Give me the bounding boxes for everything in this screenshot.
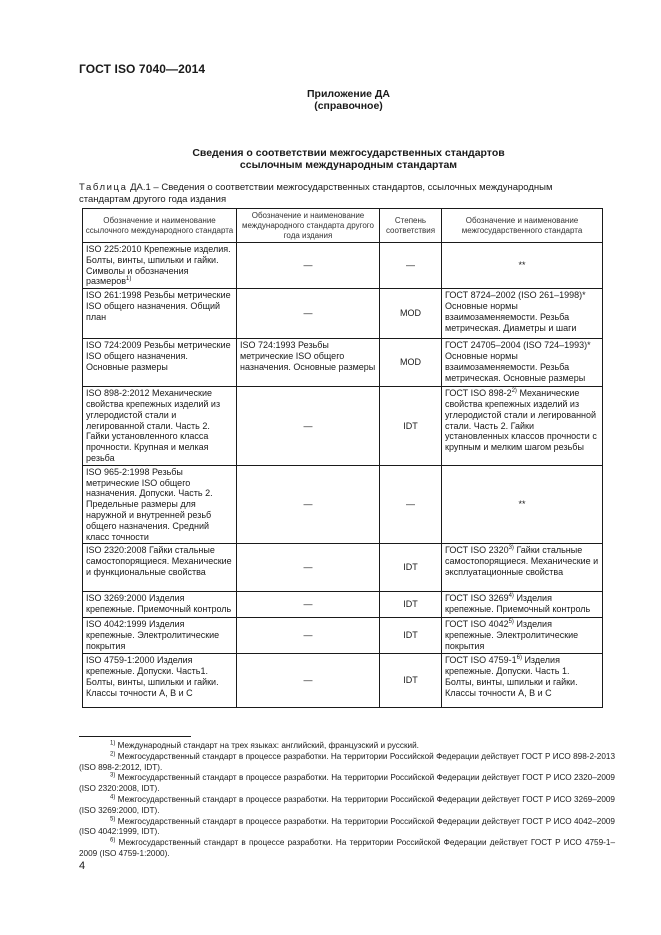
- section-title-line-2: ссылочным международным стандартам: [239, 159, 458, 171]
- cell-degree: IDT: [380, 618, 442, 654]
- section-title-line-1: Сведения о соответствии межгосударственных стандартов: [192, 147, 505, 159]
- cell-reference: ISO 4042:1999 Изделия крепежные. Электролитические покрытия: [83, 618, 237, 654]
- footnote-item: $^{5)}$ Межгосударственный стандарт в процессе разработки. На территории Российской Федерации действует ГОСТ Р ИСО 4042–2009 (ISO 4042:1999, IDT).: [79, 815, 615, 837]
- table-caption-text: ДА.1 – Сведения о соответствии межгосударственных стандартов, ссылочных международным стандартам другого года издания: [79, 182, 553, 205]
- header-degree: Степень соответствия: [380, 209, 442, 243]
- cell-other-year: —: [237, 465, 380, 544]
- appendix-title: Приложение ДА: [307, 88, 390, 100]
- cell-degree: MOD: [380, 289, 442, 339]
- cell-reference: ISO 724:2009 Резьбы метрические ISO общего назначения. Основные размеры: [83, 339, 237, 387]
- cell-degree: IDT: [380, 654, 442, 708]
- cell-interstate: ГОСТ ISO 2320$^{3)}$ Гайки стальные самостопорящиеся. Механические и эксплуатационные свойства: [442, 544, 603, 592]
- table-row: [83, 465, 603, 544]
- footnote-item: $^{6)}$ Межгосударственный стандарт в процессе разработки. На территории Российской Федерации действует ГОСТ Р ИСО 4759-1–2009 (ISO 4759-1:2000).: [79, 837, 615, 858]
- cell-interstate: ГОСТ ISO 898-2$^{2)}$ Механические свойства крепежных изделий из углеродистой стали и легированной стали. Часть 2. Гайки установленных классов прочности с крупным и мелким шагом резьбы: [442, 387, 603, 466]
- table-caption: [79, 182, 603, 205]
- cell-reference: ISO 898-2:2012 Механические свойства крепежных изделий из углеродистой стали и легированной стали. Часть 2. Гайки установленного класса прочности. Крупная и мелкая резьба: [83, 387, 237, 466]
- cell-degree: IDT: [380, 387, 442, 466]
- footnotes: [79, 741, 615, 860]
- cell-other-year: —: [237, 387, 380, 466]
- header-reference-standard: Обозначение и наименование ссылочного международного стандарта: [83, 209, 237, 243]
- footnote-item: $^{1)}$ Международный стандарт на трех языках: английский, французский и русский.: [110, 740, 419, 750]
- cell-degree: IDT: [380, 592, 442, 618]
- cell-other-year: —: [237, 654, 380, 708]
- cell-other-year: ISO 724:1993 Резьбы метрические ISO общего назначения. Основные размеры: [237, 339, 380, 387]
- cell-interstate: ГОСТ ISO 4759-1$^{6)}$ Изделия крепежные. Допуски. Часть 1. Болты, винты, шпильки и гайки. Классы точности A, B и C: [442, 654, 603, 708]
- table-header-row: [83, 209, 603, 243]
- cell-reference: ISO 965-2:1998 Резьбы метрические ISO общего назначения. Допуски. Часть 2. Предельные размеры для наружной и внутренней резьб общего назначения. Средний класс точности: [83, 465, 237, 544]
- cell-interstate: ГОСТ 24705–2004 (ISO 724–1993)* Основные нормы взаимозаменяемости. Резьба метрическая. Основные размеры: [442, 339, 603, 387]
- table-caption-prefix: Таблица: [79, 182, 128, 193]
- cell-degree: IDT: [380, 544, 442, 592]
- table-row: [83, 289, 603, 339]
- cell-degree: —: [380, 465, 442, 544]
- cell-interstate: ГОСТ ISO 3269$^{4)}$ Изделия крепежные. Приемочный контроль: [442, 592, 603, 618]
- standards-table: [82, 208, 603, 708]
- cell-other-year: —: [237, 618, 380, 654]
- table-row: [83, 243, 603, 289]
- standard-code: ГОСТ ISO 7040—2014: [79, 62, 206, 76]
- cell-other-year: —: [237, 544, 380, 592]
- table-row: [83, 592, 603, 618]
- cell-reference: ISO 225:2010 Крепежные изделия. Болты, винты, шпильки и гайки. Символы и обозначения размеров$^{1)}$: [83, 243, 237, 289]
- table-row: [83, 339, 603, 387]
- cell-other-year: —: [237, 289, 380, 339]
- cell-reference: ISO 3269:2000 Изделия крепежные. Приемочный контроль: [83, 592, 237, 618]
- header-interstate-standard: Обозначение и наименование межгосударственного стандарта: [442, 209, 603, 243]
- cell-degree: MOD: [380, 339, 442, 387]
- appendix-heading: [0, 88, 661, 112]
- cell-reference: ISO 261:1998 Резьбы метрические ISO общего назначения. Общий план: [83, 289, 237, 339]
- cell-degree: —: [380, 243, 442, 289]
- cell-interstate: **: [442, 465, 603, 544]
- footnote-item: $^{2)}$ Межгосударственный стандарт в процессе разработки. На территории Российской Федерации действует ГОСТ Р ИСО 898-2-2013 (ISO 898-2:2012, IDT).: [79, 751, 615, 772]
- table-row: [83, 654, 603, 708]
- cell-other-year: —: [237, 243, 380, 289]
- cell-reference: ISO 4759-1:2000 Изделия крепежные. Допуски. Часть1. Болты, винты, шпильки и гайки. Классы точности A, B и C: [83, 654, 237, 708]
- section-title: [0, 147, 661, 171]
- header-other-year-standard: Обозначение и наименование международного стандарта другого года издания: [237, 209, 380, 243]
- footnote-mark: 1): [126, 276, 132, 283]
- footnote-divider: [79, 736, 191, 737]
- appendix-subtitle: (справочное): [314, 100, 383, 112]
- footnote-mark: 2): [511, 388, 517, 395]
- footnote-mark: 6): [516, 655, 522, 662]
- cell-interstate: ГОСТ 8724–2002 (ISO 261–1998)* Основные нормы взаимозаменяемости. Резьба метрическая. Диаметры и шаги: [442, 289, 603, 339]
- page-number: 4: [79, 860, 86, 872]
- cell-other-year: —: [237, 592, 380, 618]
- footnote-mark: 3): [508, 545, 514, 552]
- footnote-item: $^{4)}$ Межгосударственный стандарт в процессе разработки. На территории Российской Федерации действует ГОСТ Р ИСО 3269–2009 (ISO 3269:2000, IDT).: [79, 794, 615, 815]
- footnote-mark: 5): [508, 619, 514, 626]
- table-row: [83, 618, 603, 654]
- cell-interstate: **: [442, 243, 603, 289]
- cell-interstate: ГОСТ ISO 4042$^{5)}$ Изделия крепежные. Электролитические покрытия: [442, 618, 603, 654]
- cell-reference: ISO 2320:2008 Гайки стальные самостопорящиеся. Механические и функциональные свойства: [83, 544, 237, 592]
- table-row: [83, 544, 603, 592]
- footnote-mark: 4): [508, 593, 514, 600]
- footnote-item: $^{3)}$ Межгосударственный стандарт в процессе разработки. На территории Российской Федерации действует ГОСТ Р ИСО 2320–2009 (ISO 2320:2008, IDT).: [79, 772, 615, 794]
- table-row: [83, 387, 603, 466]
